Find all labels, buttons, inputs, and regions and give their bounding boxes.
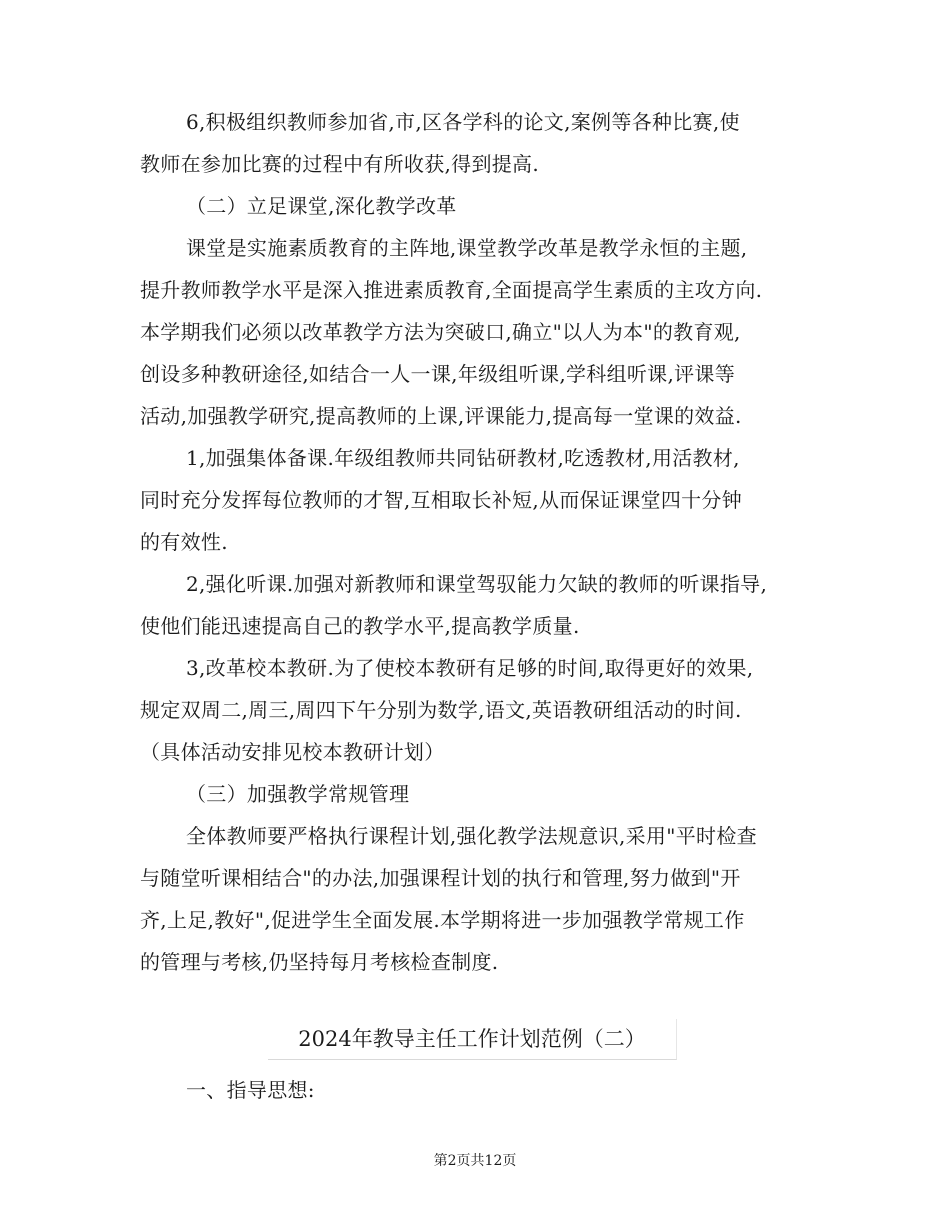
paragraph-line: 使他们能迅速提高自己的教学水平,提高教学质量. (140, 614, 580, 638)
paragraph-line: 提升教师教学水平是深入推进素质教育,全面提高学生素质的主攻方向. (140, 278, 763, 302)
paragraph-line: 活动,加强教学研究,提高教师的上课,评课能力,提高每一堂课的效益. (140, 404, 742, 428)
paragraph-line: 创设多种教研途径,如结合一人一课,年级组听课,学科组听课,评课等 (140, 362, 736, 386)
paragraph-line: 2,强化听课.加强对新教师和课堂驾驭能力欠缺的教师的听课指导, (186, 572, 768, 596)
section-heading: （三）加强教学常规管理 (186, 782, 410, 806)
paragraph-line: 齐,上足,教好",促进学生全面发展.本学期将进一步加强教学常规工作 (140, 908, 745, 932)
paragraph-line: 同时充分发挥每位教师的才智,互相取长补短,从而保证课堂四十分钟 (140, 488, 743, 512)
section-heading: （二）立足课堂,深化教学改革 (186, 194, 457, 218)
paragraph-line: 规定双周二,周三,周四下午分别为数学,语文,英语教研组活动的时间. (140, 698, 742, 722)
paragraph-line: 本学期我们必须以改革教学方法为突破口,确立"以人为本"的教育观, (140, 320, 741, 344)
paragraph-line: 与随堂听课相结合"的办法,加强课程计划的执行和管理,努力做到"开 (140, 866, 741, 890)
paragraph-line: （具体活动安排见校本教研计划） (140, 740, 445, 764)
subsection-heading: 一、指导思想: (186, 1078, 315, 1102)
page-footer: 第2页共12页 (433, 1153, 517, 1169)
paragraph-line: 1,加强集体备课.年级组教师共同钻研教材,吃透教材,用活教材, (186, 446, 740, 470)
paragraph-line: 6,积极组织教师参加省,市,区各学科的论文,案例等各种比赛,使 (186, 110, 740, 134)
paragraph-line: 全体教师要严格执行课程计划,强化教学法规意识,采用"平时检查 (186, 824, 757, 848)
paragraph-line: 3,改革校本教研.为了使校本教研有足够的时间,取得更好的效果, (186, 656, 754, 680)
paragraph-line: 课堂是实施素质教育的主阵地,课堂教学改革是教学永恒的主题, (186, 236, 748, 260)
section-title: 2024年教导主任工作计划范例（二） (268, 1019, 677, 1060)
paragraph-line: 教师在参加比赛的过程中有所收获,得到提高. (140, 152, 540, 176)
paragraph-line: 的有效性. (140, 530, 228, 554)
paragraph-line: 的管理与考核,仍坚持每月考核检查制度. (140, 950, 499, 974)
